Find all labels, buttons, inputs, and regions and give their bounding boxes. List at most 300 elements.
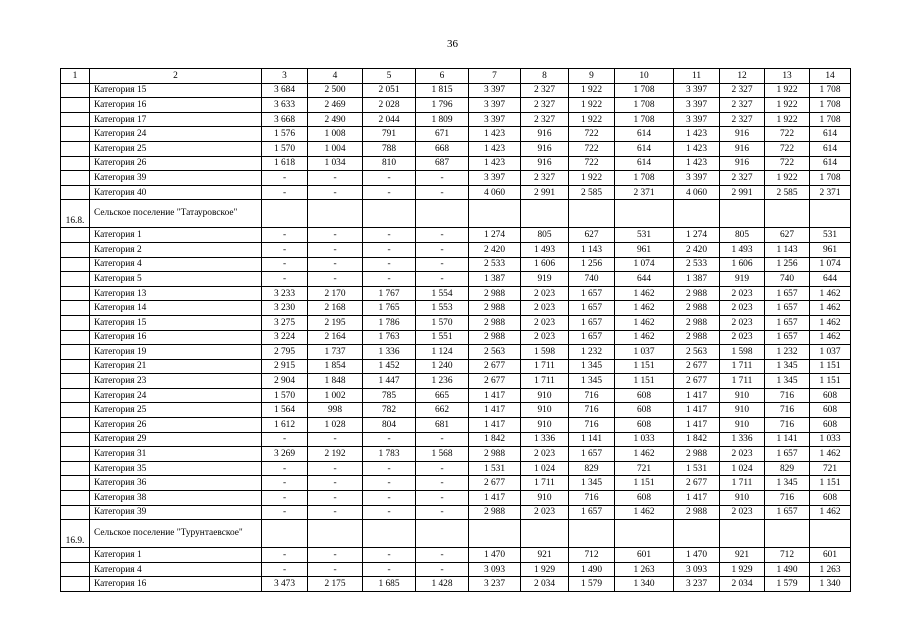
value-cell: 2 023 (720, 447, 765, 462)
value-cell: 1 554 (416, 286, 469, 301)
table-row (61, 112, 851, 127)
value-cell: 722 (569, 156, 615, 171)
value-cell: 1 612 (262, 418, 308, 433)
row-number-cell (61, 359, 90, 374)
value-cell: 2 533 (469, 257, 521, 272)
value-cell: 2 988 (469, 505, 521, 520)
value-cell: 916 (720, 156, 765, 171)
row-number-cell (61, 301, 90, 316)
value-cell: 665 (416, 388, 469, 403)
category-name-cell: Категория 39 (90, 171, 262, 186)
value-cell: 1 576 (262, 127, 308, 142)
value-cell: 1 657 (765, 286, 810, 301)
value-cell: 614 (810, 141, 851, 156)
table-row (61, 185, 851, 200)
value-cell: 2 677 (674, 374, 720, 389)
table-row (61, 98, 851, 113)
table-row (61, 345, 851, 360)
value-cell: 1 256 (765, 257, 810, 272)
row-number-cell (61, 345, 90, 360)
value-cell: 1 922 (569, 83, 615, 98)
table-header-row (61, 69, 851, 84)
value-cell: 1 657 (569, 330, 615, 345)
value-cell: - (416, 476, 469, 491)
value-cell: 668 (416, 141, 469, 156)
value-cell: 608 (810, 491, 851, 506)
value-cell: 716 (765, 403, 810, 418)
value-cell: 1 336 (720, 432, 765, 447)
value-cell: - (363, 505, 416, 520)
value-cell: 2 988 (674, 301, 720, 316)
value-cell: - (308, 228, 363, 243)
table-row (61, 272, 851, 287)
value-cell: 2 195 (308, 315, 363, 330)
value-cell: 1 240 (416, 359, 469, 374)
value-cell: - (262, 461, 308, 476)
value-cell (363, 520, 416, 548)
value-cell: 2 028 (363, 98, 416, 113)
value-cell: 2 988 (469, 286, 521, 301)
value-cell: 1 274 (674, 228, 720, 243)
value-cell: 712 (569, 548, 615, 563)
table-row (61, 127, 851, 142)
value-cell: 1 848 (308, 374, 363, 389)
column-header: 1 (61, 69, 90, 84)
value-cell (810, 200, 851, 228)
column-header: 4 (308, 69, 363, 84)
column-header: 6 (416, 69, 469, 84)
value-cell: 608 (615, 491, 674, 506)
value-cell: 4 060 (674, 185, 720, 200)
value-cell: 2 677 (674, 359, 720, 374)
value-cell (521, 520, 569, 548)
value-cell: 910 (720, 388, 765, 403)
value-cell (308, 200, 363, 228)
value-cell: 910 (521, 403, 569, 418)
table-row (61, 388, 851, 403)
value-cell: 2 327 (521, 112, 569, 127)
value-cell: 1 598 (720, 345, 765, 360)
value-cell: - (416, 228, 469, 243)
value-cell: 1 428 (416, 577, 469, 592)
value-cell: 2 533 (674, 257, 720, 272)
table-row (61, 156, 851, 171)
value-cell: 2 915 (262, 359, 308, 374)
value-cell: 1 708 (810, 171, 851, 186)
category-name-cell: Категория 24 (90, 127, 262, 142)
value-cell: 788 (363, 141, 416, 156)
value-cell (569, 200, 615, 228)
row-number-cell (61, 403, 90, 418)
value-cell: 805 (720, 228, 765, 243)
value-cell: 1 462 (810, 301, 851, 316)
value-cell: 3 275 (262, 315, 308, 330)
value-cell: 1 708 (615, 98, 674, 113)
value-cell: 1 008 (308, 127, 363, 142)
table-row (61, 359, 851, 374)
column-header: 9 (569, 69, 615, 84)
value-cell: 2 023 (720, 505, 765, 520)
value-cell: - (363, 491, 416, 506)
value-cell: 1 767 (363, 286, 416, 301)
value-cell: - (416, 185, 469, 200)
value-cell: 1 711 (521, 374, 569, 389)
settlement-name-cell: Сельское поселение "Турунтаевское" (90, 520, 262, 548)
value-cell: 1 657 (569, 447, 615, 462)
category-name-cell: Категория 23 (90, 374, 262, 389)
table-row (61, 562, 851, 577)
table-row (61, 491, 851, 506)
value-cell: 3 224 (262, 330, 308, 345)
value-cell: 531 (615, 228, 674, 243)
value-cell: 2 023 (720, 315, 765, 330)
value-cell: 627 (765, 228, 810, 243)
value-cell: 608 (615, 403, 674, 418)
value-cell: 1 423 (469, 156, 521, 171)
row-number-cell (61, 330, 90, 345)
value-cell: 1 274 (469, 228, 521, 243)
value-cell: 1 345 (569, 359, 615, 374)
value-cell: 1 141 (765, 432, 810, 447)
value-cell: 1 786 (363, 315, 416, 330)
value-cell: - (416, 257, 469, 272)
value-cell: 2 023 (521, 330, 569, 345)
value-cell: 1 579 (765, 577, 810, 592)
value-cell: - (308, 548, 363, 563)
column-header: 10 (615, 69, 674, 84)
value-cell: 2 327 (521, 83, 569, 98)
value-cell: 681 (416, 418, 469, 433)
value-cell: 1 417 (674, 491, 720, 506)
value-cell: 1 922 (765, 83, 810, 98)
value-cell: 1 854 (308, 359, 363, 374)
value-cell: 919 (521, 272, 569, 287)
value-cell: - (363, 242, 416, 257)
table-row (61, 171, 851, 186)
value-cell: 722 (569, 141, 615, 156)
value-cell: 1 490 (765, 562, 810, 577)
value-cell: 1 490 (569, 562, 615, 577)
value-cell: 1 531 (469, 461, 521, 476)
value-cell: - (363, 272, 416, 287)
row-number-cell: 16.8. (61, 200, 90, 228)
value-cell: 1 564 (262, 403, 308, 418)
value-cell: 1 711 (720, 374, 765, 389)
value-cell (363, 200, 416, 228)
table-row (61, 403, 851, 418)
value-cell: - (416, 272, 469, 287)
value-cell: 1 462 (615, 286, 674, 301)
row-number-cell (61, 388, 90, 403)
row-number-cell (61, 257, 90, 272)
value-cell: 1 618 (262, 156, 308, 171)
value-cell: 1 263 (810, 562, 851, 577)
value-cell (674, 200, 720, 228)
value-cell: 1 417 (674, 388, 720, 403)
value-cell: 722 (765, 127, 810, 142)
value-cell: 2 585 (569, 185, 615, 200)
value-cell: - (363, 562, 416, 577)
value-cell: 1 340 (810, 577, 851, 592)
value-cell: - (262, 548, 308, 563)
value-cell: 1 708 (615, 112, 674, 127)
value-cell: 910 (521, 491, 569, 506)
table-row (61, 476, 851, 491)
column-header: 13 (765, 69, 810, 84)
value-cell: 1 708 (810, 83, 851, 98)
value-cell: 1 711 (521, 359, 569, 374)
column-header: 7 (469, 69, 521, 84)
table-row (61, 505, 851, 520)
value-cell: 1 417 (469, 418, 521, 433)
value-cell: 614 (810, 156, 851, 171)
value-cell: 722 (765, 156, 810, 171)
table-row (61, 577, 851, 592)
value-cell: 1 842 (674, 432, 720, 447)
value-cell: 3 093 (469, 562, 521, 577)
value-cell: 1 141 (569, 432, 615, 447)
value-cell (262, 520, 308, 548)
row-number-cell (61, 505, 90, 520)
value-cell: 722 (765, 141, 810, 156)
value-cell: 1 236 (416, 374, 469, 389)
value-cell: 2 034 (521, 577, 569, 592)
value-cell: 1 462 (615, 315, 674, 330)
value-cell: 1 336 (521, 432, 569, 447)
table-row (61, 432, 851, 447)
value-cell: - (308, 432, 363, 447)
value-cell (416, 200, 469, 228)
value-cell: 3 397 (674, 171, 720, 186)
value-cell (469, 200, 521, 228)
value-cell: 716 (569, 418, 615, 433)
value-cell: - (262, 228, 308, 243)
value-cell: 1 151 (615, 476, 674, 491)
value-cell (615, 520, 674, 548)
value-cell: 614 (810, 127, 851, 142)
value-cell: 2 988 (674, 505, 720, 520)
value-cell: 1 345 (569, 476, 615, 491)
value-cell: 2 677 (469, 359, 521, 374)
value-cell: 1 657 (765, 315, 810, 330)
row-number-cell (61, 432, 90, 447)
value-cell: 1 256 (569, 257, 615, 272)
value-cell: 961 (615, 242, 674, 257)
category-name-cell: Категория 16 (90, 577, 262, 592)
value-cell: 1 657 (765, 505, 810, 520)
row-number-cell (61, 127, 90, 142)
value-cell: 1 024 (720, 461, 765, 476)
value-cell: 1 708 (615, 83, 674, 98)
value-cell: 2 164 (308, 330, 363, 345)
category-name-cell: Категория 15 (90, 83, 262, 98)
category-name-cell: Категория 2 (90, 242, 262, 257)
row-number-cell (61, 242, 90, 257)
value-cell: 910 (720, 418, 765, 433)
column-header: 14 (810, 69, 851, 84)
value-cell: 608 (615, 388, 674, 403)
value-cell: 1 922 (765, 98, 810, 113)
value-cell: 2 988 (469, 330, 521, 345)
column-header: 2 (90, 69, 262, 84)
value-cell: 1 417 (469, 403, 521, 418)
value-cell: 921 (720, 548, 765, 563)
value-cell: - (262, 257, 308, 272)
value-cell: 1 570 (262, 141, 308, 156)
value-cell: - (262, 171, 308, 186)
value-cell: 601 (615, 548, 674, 563)
category-name-cell: Категория 35 (90, 461, 262, 476)
value-cell: 1 345 (569, 374, 615, 389)
value-cell: 2 044 (363, 112, 416, 127)
value-cell: 2 563 (674, 345, 720, 360)
value-cell: - (416, 242, 469, 257)
value-cell: 1 336 (363, 345, 416, 360)
value-cell: 785 (363, 388, 416, 403)
value-cell (720, 200, 765, 228)
value-cell: 1 815 (416, 83, 469, 98)
value-cell: 614 (615, 156, 674, 171)
value-cell: 722 (569, 127, 615, 142)
value-cell: 3 397 (469, 98, 521, 113)
value-cell: 1 417 (469, 491, 521, 506)
value-cell: 2 988 (469, 315, 521, 330)
value-cell: 1 345 (765, 359, 810, 374)
value-cell: 1 074 (615, 257, 674, 272)
value-cell: 1 151 (810, 359, 851, 374)
row-number-cell (61, 185, 90, 200)
value-cell: 3 397 (674, 98, 720, 113)
value-cell: 2 327 (720, 112, 765, 127)
value-cell: 1 657 (765, 301, 810, 316)
value-cell: 3 237 (469, 577, 521, 592)
value-cell: 1 423 (469, 141, 521, 156)
column-header: 5 (363, 69, 416, 84)
category-name-cell: Категория 31 (90, 447, 262, 462)
row-number-cell (61, 286, 90, 301)
value-cell: 2 469 (308, 98, 363, 113)
column-header: 8 (521, 69, 569, 84)
column-header: 11 (674, 69, 720, 84)
value-cell: 921 (521, 548, 569, 563)
value-cell: 644 (615, 272, 674, 287)
value-cell: 1 657 (569, 505, 615, 520)
value-cell: 1 387 (674, 272, 720, 287)
table-row (61, 83, 851, 98)
value-cell: 2 192 (308, 447, 363, 462)
row-number-cell (61, 141, 90, 156)
value-cell: - (262, 185, 308, 200)
value-cell: 2 988 (469, 447, 521, 462)
category-name-cell: Категория 4 (90, 257, 262, 272)
value-cell: 2 371 (615, 185, 674, 200)
category-name-cell: Категория 26 (90, 418, 262, 433)
value-cell: 1 345 (765, 374, 810, 389)
value-cell: 1 598 (521, 345, 569, 360)
row-number-cell (61, 171, 90, 186)
category-name-cell: Категория 16 (90, 330, 262, 345)
row-number-cell (61, 418, 90, 433)
value-cell: - (308, 171, 363, 186)
value-cell: 2 371 (810, 185, 851, 200)
value-cell: 1 796 (416, 98, 469, 113)
value-cell: 1 151 (615, 359, 674, 374)
value-cell: 2 023 (521, 447, 569, 462)
table-row (61, 228, 851, 243)
category-name-cell: Категория 21 (90, 359, 262, 374)
table-row (61, 242, 851, 257)
value-cell: - (308, 257, 363, 272)
value-cell: 2 420 (674, 242, 720, 257)
category-name-cell: Категория 39 (90, 505, 262, 520)
value-cell: - (363, 476, 416, 491)
value-cell: - (308, 185, 363, 200)
value-cell: 716 (569, 403, 615, 418)
value-cell: 1 033 (810, 432, 851, 447)
value-cell: 1 462 (810, 447, 851, 462)
value-cell: 1 929 (720, 562, 765, 577)
value-cell: - (416, 491, 469, 506)
value-cell (262, 200, 308, 228)
value-cell: - (363, 461, 416, 476)
value-cell: 1 470 (469, 548, 521, 563)
category-name-cell: Категория 19 (90, 345, 262, 360)
value-cell: 2 991 (720, 185, 765, 200)
value-cell: 910 (521, 388, 569, 403)
value-cell: 1 568 (416, 447, 469, 462)
value-cell: 1 737 (308, 345, 363, 360)
value-cell: - (262, 432, 308, 447)
value-cell: 2 051 (363, 83, 416, 98)
table-row (61, 315, 851, 330)
value-cell: 3 473 (262, 577, 308, 592)
value-cell: - (308, 562, 363, 577)
value-cell: 1 657 (569, 286, 615, 301)
row-number-cell (61, 315, 90, 330)
section-row (61, 200, 851, 228)
value-cell: - (308, 491, 363, 506)
value-cell: - (363, 548, 416, 563)
column-header: 12 (720, 69, 765, 84)
value-cell: 2 170 (308, 286, 363, 301)
row-number-cell (61, 272, 90, 287)
value-cell: 1 417 (674, 403, 720, 418)
value-cell: 1 711 (521, 476, 569, 491)
value-cell: 1 345 (765, 476, 810, 491)
value-cell: 3 668 (262, 112, 308, 127)
value-cell: 716 (765, 418, 810, 433)
value-cell: 916 (521, 141, 569, 156)
table-row (61, 461, 851, 476)
value-cell (765, 200, 810, 228)
value-cell: 2 327 (521, 98, 569, 113)
value-cell (569, 520, 615, 548)
value-cell: 671 (416, 127, 469, 142)
value-cell: 910 (720, 491, 765, 506)
column-header: 3 (262, 69, 308, 84)
value-cell: 1 462 (615, 505, 674, 520)
value-cell: 1 711 (720, 476, 765, 491)
value-cell: 3 397 (469, 171, 521, 186)
value-cell: 1 922 (569, 171, 615, 186)
value-cell: 1 417 (674, 418, 720, 433)
value-cell: 1 922 (569, 112, 615, 127)
value-cell: 1 657 (765, 447, 810, 462)
value-cell: 1 037 (810, 345, 851, 360)
value-cell: 1 531 (674, 461, 720, 476)
value-cell (469, 520, 521, 548)
value-cell: 627 (569, 228, 615, 243)
